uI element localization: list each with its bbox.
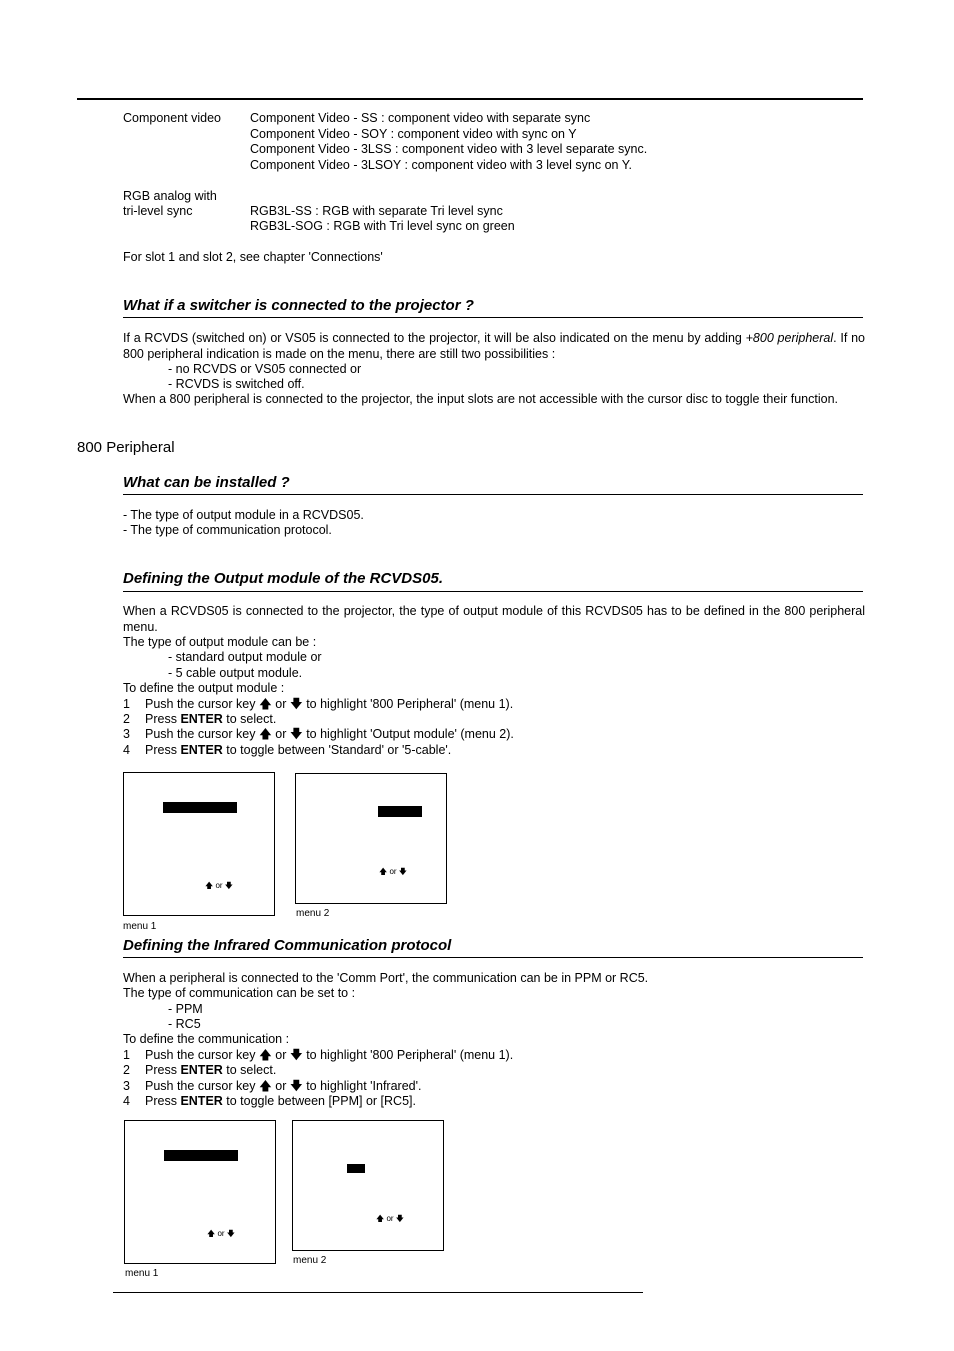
- step: 4 Press ENTER to toggle between [PPM] or [RC5].: [123, 1094, 416, 1108]
- installed-item: - The type of output module in a RCVDS05.: [123, 508, 364, 522]
- highlight-bar: [163, 802, 237, 813]
- up-arrow-icon: 🡅: [258, 1079, 272, 1093]
- menu-1-caption: menu 1: [123, 921, 157, 932]
- step: 1 Push the cursor key 🡅 or 🡇 to highlight '800 Peripheral' (menu 1).: [123, 1048, 514, 1062]
- highlight-bar: [347, 1164, 365, 1173]
- output-module-paragraph: When a RCVDS05 is connected to the projector, the type of output module of this RCVDS05 has to be defined in the 800 peripheral menu.: [123, 604, 865, 634]
- arrow-hint: 🡅 or 🡇: [207, 1229, 236, 1238]
- step: 2 Press ENTER to select.: [123, 712, 277, 726]
- output-module-option: - standard output module or: [168, 650, 322, 664]
- menu-2-screenshot: [292, 1120, 444, 1251]
- up-arrow-icon: 🡅: [258, 1048, 272, 1062]
- step: 3 Push the cursor key 🡅 or 🡇 to highlight 'Output module' (menu 2).: [123, 727, 514, 741]
- menu-2-caption: menu 2: [293, 1255, 327, 1266]
- heading-rule: [123, 591, 863, 592]
- step: 1 Push the cursor key 🡅 or 🡇 to highlight '800 Peripheral' (menu 1).: [123, 697, 514, 711]
- component-video-item: Component Video - SS : component video with separate sync: [250, 111, 591, 125]
- menu-1-screenshot: [123, 772, 275, 916]
- switcher-option: - no RCVDS or VS05 connected or: [168, 362, 362, 376]
- arrow-hint: 🡅 or 🡇: [376, 1214, 405, 1223]
- footer-rule: [113, 1292, 643, 1293]
- infrared-text: To define the communication :: [123, 1032, 290, 1046]
- menu-1-caption: menu 1: [125, 1268, 159, 1279]
- component-video-item: Component Video - SOY : component video with sync on Y: [250, 127, 577, 141]
- slot-note: For slot 1 and slot 2, see chapter 'Connections': [123, 250, 383, 264]
- output-module-option: - 5 cable output module.: [168, 666, 303, 680]
- switcher-heading: What if a switcher is connected to the projector ?: [123, 297, 474, 314]
- up-arrow-icon: 🡅: [258, 727, 272, 741]
- menu-2-screenshot: [295, 773, 447, 904]
- output-module-text: To define the output module :: [123, 681, 285, 695]
- rgb-item: RGB3L-SS : RGB with separate Tri level sync: [250, 204, 503, 218]
- rgb-label: RGB analog with: [123, 189, 217, 203]
- down-arrow-icon: 🡇: [289, 1079, 303, 1093]
- output-module-heading: Defining the Output module of the RCVDS05.: [123, 570, 443, 587]
- infrared-text: When a peripheral is connected to the 'Comm Port', the communication can be in PPM or RC5.: [123, 971, 649, 985]
- menu-2-caption: menu 2: [296, 908, 330, 919]
- heading-rule: [123, 317, 863, 318]
- highlight-bar: [164, 1150, 238, 1161]
- up-arrow-icon: 🡅: [258, 697, 272, 711]
- switcher-note: When a 800 peripheral is connected to the projector, the input slots are not accessible with the cursor disc to toggle their function.: [123, 392, 838, 406]
- infrared-option: - RC5: [168, 1017, 201, 1031]
- component-video-item: Component Video - 3LSS : component video with 3 level separate sync.: [250, 142, 648, 156]
- arrow-hint: 🡅 or 🡇: [379, 867, 408, 876]
- infrared-heading: Defining the Infrared Communication protocol: [123, 937, 452, 954]
- section-title: 800 Peripheral: [77, 439, 175, 456]
- rgb-item: RGB3L-SOG : RGB with Tri level sync on green: [250, 219, 515, 233]
- step: 2 Press ENTER to select.: [123, 1063, 277, 1077]
- heading-rule: [123, 494, 863, 495]
- menu-1-screenshot: [124, 1120, 276, 1264]
- infrared-text: The type of communication can be set to :: [123, 986, 356, 1000]
- highlight-bar: [378, 806, 422, 817]
- installed-item: - The type of communication protocol.: [123, 523, 332, 537]
- rgb-label: tri-level sync: [123, 204, 193, 218]
- heading-rule: [123, 957, 863, 958]
- down-arrow-icon: 🡇: [289, 727, 303, 741]
- step: 4 Press ENTER to toggle between 'Standard' or '5-cable'.: [123, 743, 452, 757]
- down-arrow-icon: 🡇: [289, 1048, 303, 1062]
- step: 3 Push the cursor key 🡅 or 🡇 to highlight 'Infrared'.: [123, 1079, 422, 1093]
- component-video-item: Component Video - 3LSOY : component video with 3 level sync on Y.: [250, 158, 632, 172]
- infrared-option: - PPM: [168, 1002, 203, 1016]
- down-arrow-icon: 🡇: [289, 697, 303, 711]
- header-rule: [77, 98, 863, 100]
- switcher-option: - RCVDS is switched off.: [168, 377, 305, 391]
- component-video-label: Component video: [123, 111, 221, 125]
- arrow-hint: 🡅 or 🡇: [205, 881, 234, 890]
- switcher-paragraph: If a RCVDS (switched on) or VS05 is connected to the projector, it will be also indicated on the menu by adding +800 peripheral. If no 800 peripheral indication is made on the menu, there are still two possibilities :: [123, 331, 865, 361]
- output-module-text: The type of output module can be :: [123, 635, 317, 649]
- installed-heading: What can be installed ?: [123, 474, 290, 491]
